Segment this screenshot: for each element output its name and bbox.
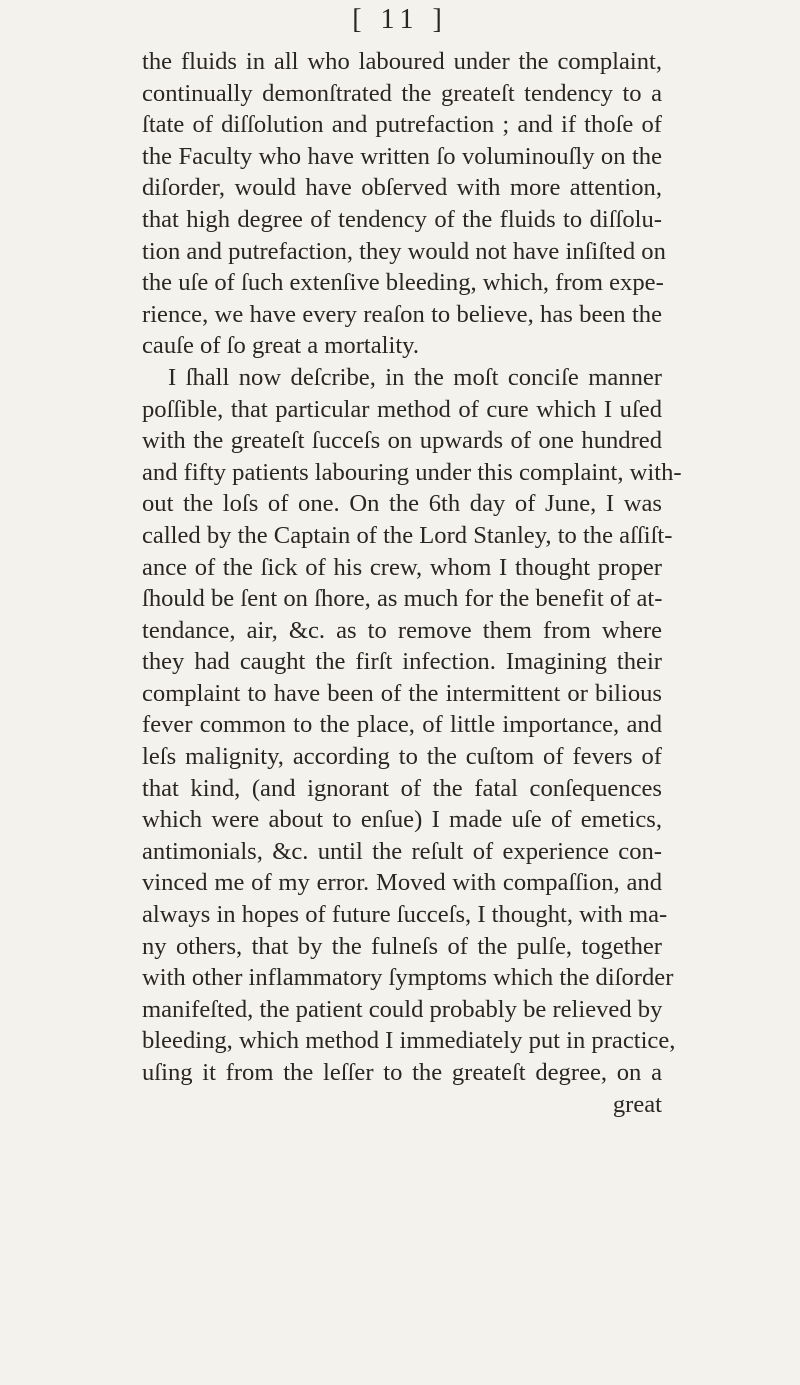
text-line: diſorder, would have obſerved with more attention, <box>142 174 662 202</box>
text-line: tendance, air, &c. as to remove them from where <box>142 616 662 644</box>
text-line: leſs malignity, according to the cuſtom of fevers of <box>142 743 662 771</box>
text-line: ſtate of diſſolution and putrefaction ; and if thoſe of <box>142 111 662 139</box>
text-line: bleeding, which method I immediately put in practice, <box>142 1027 676 1055</box>
text-line: cauſe of ſo great a mortality. <box>142 332 420 360</box>
text-line: the fluids in all who laboured under the complaint, <box>142 48 662 75</box>
text-line: they had caught the firſt infection. Imagining their <box>142 648 662 676</box>
text-line: out the loſs of one. On the 6th day of June, I was <box>142 490 662 518</box>
text-line: the Faculty who have written ſo voluminouſly on the <box>142 142 662 170</box>
text-line: tion and putrefaction, they would not have inſiſted on <box>142 237 666 265</box>
text-line: with other inflammatory ſymptoms which the diſorder <box>142 964 674 992</box>
text-line: rience, we have every reaſon to believe, has been the <box>142 300 662 328</box>
text-line: with the greateſt ſucceſs on upwards of one hundred <box>142 427 662 455</box>
text-line: always in hopes of future ſucceſs, I thought, with ma- <box>142 901 668 929</box>
text-line: fever common to the place, of little importance, and <box>142 711 662 739</box>
text-line: continually demonſtrated the greateſt tendency to a <box>142 79 662 107</box>
text-line: the uſe of ſuch extenſive bleeding, which, from expe- <box>142 269 664 297</box>
text-line: complaint to have been of the intermittent or bilious <box>142 679 662 707</box>
text-line: manifeſted, the patient could probably be relieved by <box>142 995 663 1023</box>
body-text <box>142 46 682 1120</box>
catchword: great <box>612 1090 662 1118</box>
text-line: which were about to enſue) I made uſe of emetics, <box>142 806 662 834</box>
text-line: poſſible, that particular method of cure which I uſed <box>142 395 662 423</box>
text-line: ance of the ſick of his crew, whom I thought proper <box>142 553 662 581</box>
text-line: called by the Captain of the Lord Stanley, to the aſſiſt- <box>142 521 673 549</box>
text-line: that high degree of tendency of the fluids to diſſolu- <box>142 205 662 233</box>
paragraph-start-line: I ſhall now deſcribe, in the moſt conciſe manner <box>168 363 662 391</box>
text-line: that kind, (and ignorant of the fatal conſequences <box>142 774 662 802</box>
text-line: ny others, that by the fulneſs of the pulſe, together <box>142 932 662 960</box>
text-line: and fifty patients labouring under this complaint, with- <box>142 458 682 486</box>
text-line: antimonials, &c. until the reſult of experience con- <box>142 837 662 865</box>
text-line: ſhould be ſent on ſhore, as much for the benefit of at- <box>142 585 663 613</box>
page-number: [ 11 ] <box>352 4 448 35</box>
text-line: uſing it from the leſſer to the greateſt degree, on a <box>142 1059 662 1086</box>
text-line: vinced me of my error. Moved with compaſſion, and <box>142 869 662 897</box>
